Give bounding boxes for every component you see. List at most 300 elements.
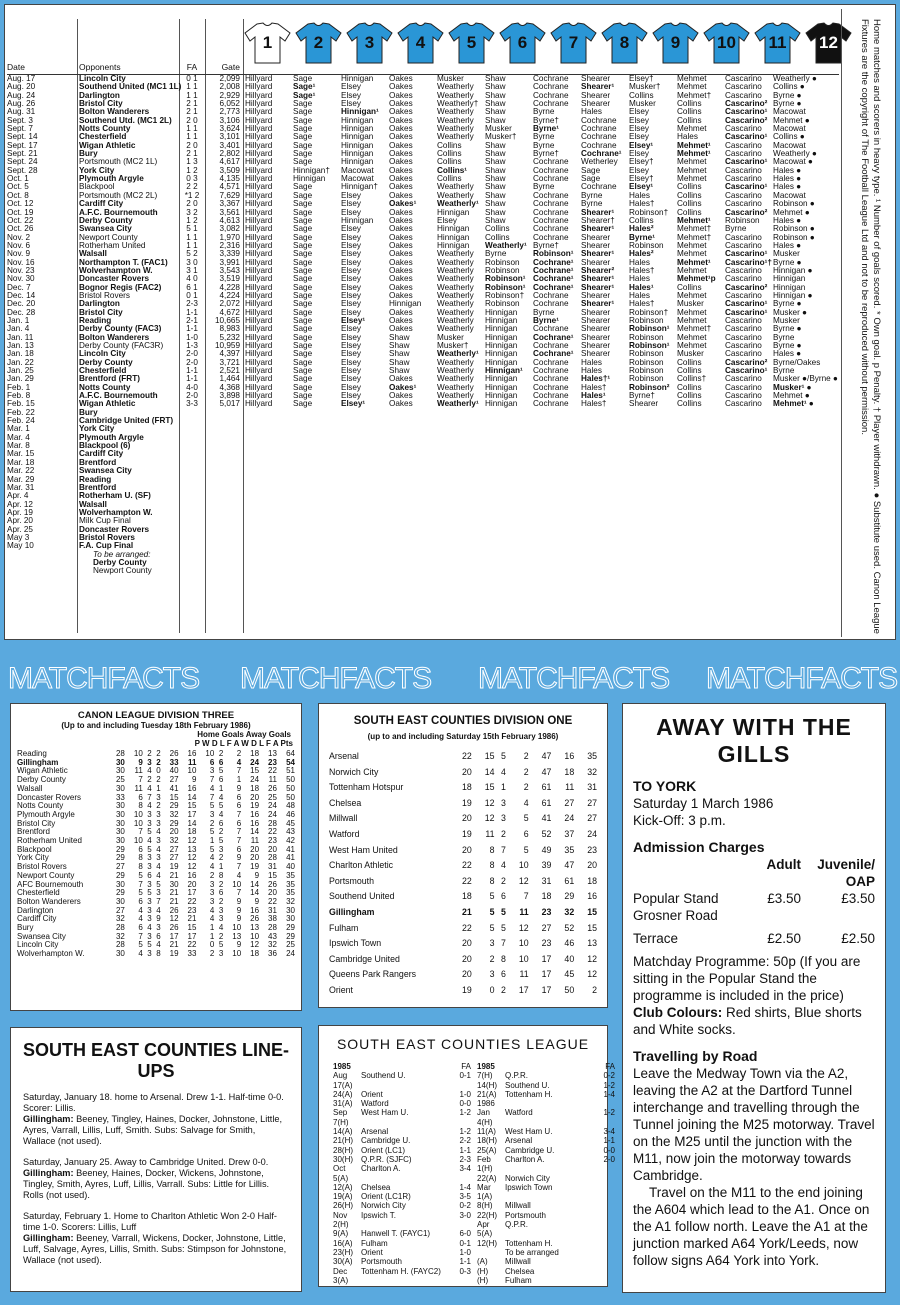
- fixture-line: [477, 1211, 615, 1220]
- stat-cell: 9: [236, 896, 242, 906]
- player-cell: Elsey: [341, 199, 362, 209]
- player-cell: [675, 509, 723, 517]
- fixture-opponent: Hanwell T. (FAYC1): [361, 1229, 431, 1239]
- stat-cell: 5: [523, 844, 529, 855]
- stat-cell: 14: [250, 888, 260, 898]
- player-cell: Weatherly: [437, 90, 474, 100]
- player-cell: [483, 551, 531, 559]
- fixture-gate: [205, 551, 243, 559]
- fixture-opp: Reading: [79, 474, 112, 484]
- players: Beeney, Varrall, Wickens, Docker, Johnstone, Little, Luff, Salvage, Ayres, Lillis, Smith. Subs: Stimpson for Johnstone, Wallace (not used).: [23, 1233, 287, 1265]
- player-cell: Hinnigan: [293, 174, 326, 184]
- player-cell: [627, 526, 675, 534]
- stat-cell: 11: [250, 836, 260, 846]
- player-cell: Shearer¹: [581, 82, 615, 92]
- lineup-paragraph: [23, 1157, 289, 1201]
- stat-cell: 1: [236, 775, 242, 785]
- player-cell: Hillyard: [245, 299, 273, 309]
- player-cell: [771, 567, 819, 575]
- player-cell: Hillyard: [245, 107, 273, 117]
- player-cell: [579, 526, 627, 534]
- player-cell: [243, 467, 291, 475]
- player-cell: [627, 501, 675, 509]
- player-cell: Musker: [437, 332, 464, 342]
- player-cell: Byrne ●: [773, 90, 802, 100]
- stat-cell: 10: [133, 809, 143, 819]
- player-cell: Cochrane: [533, 399, 569, 409]
- team-name: Arsenal: [329, 751, 359, 761]
- player-cell: Hillyard: [245, 391, 273, 401]
- team-name: Doncaster Rovers: [17, 792, 82, 802]
- player-cell: Elsey¹: [341, 399, 366, 409]
- fixture-line: [333, 1239, 471, 1248]
- lineup-paragraph: [23, 1211, 289, 1266]
- player-cell: Hillyard: [245, 82, 273, 92]
- stat-cell: 7: [209, 775, 215, 785]
- price: £2.50: [767, 931, 801, 946]
- stat-cell: 7: [501, 938, 506, 949]
- stat-cell: 2: [209, 870, 215, 880]
- player-cell: [483, 534, 531, 542]
- stat-cell: 4: [209, 905, 215, 915]
- fixture-fa: 3 2: [186, 207, 198, 217]
- player-cell: Weatherly: [437, 315, 474, 325]
- fixture-fa: 2 0: [186, 199, 198, 209]
- player-cell: [291, 501, 339, 509]
- shirt-number: 6: [517, 33, 528, 52]
- stat-cell: 14: [187, 792, 197, 802]
- stat-cell: 10: [518, 953, 529, 964]
- player-cell: Cascarino¹: [725, 132, 768, 142]
- player-cell: [627, 442, 675, 450]
- fixture-date: 26(H): [333, 1201, 354, 1211]
- player-cell: Elsey: [341, 265, 362, 275]
- player-cell: [675, 450, 723, 458]
- player-cell: Weatherly: [437, 124, 474, 134]
- player-cell: Hinnigan†: [341, 182, 378, 192]
- stat-cell: 15: [268, 870, 277, 880]
- fixture-opp: Reading: [79, 315, 112, 325]
- fixture-score: 1-4: [603, 1089, 615, 1099]
- player-cell: [387, 559, 435, 567]
- player-cell: Sage: [293, 366, 313, 376]
- player-cell: Hales²: [629, 249, 654, 259]
- player-cell: Byrne: [533, 107, 555, 117]
- fixture-opp: Plymouth Argyle: [79, 432, 144, 442]
- stat-cell: 3: [489, 938, 495, 949]
- stat-cell: 1: [209, 836, 215, 846]
- stat-cell: 12: [187, 862, 197, 872]
- stat-cell: 2: [218, 931, 224, 941]
- stat-cell: 4: [156, 862, 161, 872]
- fixture-score: 1-2: [603, 1080, 615, 1090]
- player-cell: Sage: [293, 207, 313, 217]
- player-cell: [675, 551, 723, 559]
- stat-cell: 24: [268, 801, 277, 811]
- player-cell: Hillyard: [245, 215, 273, 225]
- player-cell: Elsey: [341, 341, 362, 350]
- fixture-opponent: Portsmouth: [361, 1257, 402, 1267]
- stat-cell: 20: [250, 792, 260, 802]
- fixture-date: (A): [477, 1257, 488, 1267]
- sec-row: [329, 967, 597, 983]
- player-cell: Mehmet: [677, 174, 707, 184]
- player-cell: Byrne ●: [773, 257, 802, 267]
- stat-cell: 32: [286, 896, 295, 906]
- fixture-line: [477, 1136, 615, 1145]
- price: £3.50: [841, 891, 875, 906]
- fixture-date: May 3: [7, 532, 30, 542]
- player-cell: Sage: [293, 124, 313, 134]
- player-cell: Byrne¹: [629, 232, 655, 242]
- player-cell: Hales†: [581, 399, 607, 409]
- team-name: Lincoln City: [17, 940, 59, 950]
- sec-row: [329, 811, 597, 827]
- stat-cell: 9: [236, 905, 242, 915]
- player-cell: Shaw: [485, 157, 506, 167]
- player-cell: Oakes: [389, 190, 413, 200]
- player-cell: Elsey: [341, 391, 362, 401]
- stat-cell: 27: [169, 844, 179, 854]
- player-cell: Sage: [581, 174, 601, 184]
- fixture-fa: 2 1: [186, 149, 198, 159]
- player-cell: [339, 542, 387, 550]
- player-cell: [339, 501, 387, 509]
- player-cell: Elsey: [341, 249, 362, 259]
- stat-cell: 20: [461, 953, 472, 964]
- stat-cell: 27: [587, 797, 597, 808]
- player-cell: Elsey†: [629, 74, 654, 83]
- stat-cell: 16: [250, 905, 260, 915]
- stat-cell: 15: [587, 922, 597, 933]
- fixture-fa: 2 0: [186, 115, 198, 125]
- fixture-opponent: Orient: [361, 1247, 383, 1257]
- player-cell: Cochrane: [533, 82, 569, 92]
- player-cell: [771, 459, 819, 467]
- player-cell: Shearer: [581, 240, 611, 250]
- sec-row: [329, 921, 597, 937]
- stat-cell: 9: [236, 940, 242, 950]
- stat-cell: 8: [218, 870, 224, 880]
- fixture-date: Oct 5(A): [333, 1164, 349, 1183]
- fixture-date: 9(A): [333, 1229, 349, 1239]
- fixture-fa: 2 1: [186, 99, 198, 109]
- player-cell: [579, 509, 627, 517]
- player-cell: [723, 509, 771, 517]
- stat-cell: 4: [218, 792, 224, 802]
- fixture-date: Nov. 2: [7, 232, 31, 242]
- fixture-fa: 2-1: [186, 315, 198, 325]
- stat-cell: 22: [461, 860, 472, 871]
- team-label: Gillingham:: [23, 1168, 74, 1178]
- player-cell: Mehmet: [677, 307, 707, 317]
- player-cell: [771, 450, 819, 458]
- player-cell: [291, 467, 339, 475]
- player-cell: Robinson: [629, 315, 664, 325]
- stat-cell: 30: [115, 757, 125, 767]
- player-cell: Cochrane: [581, 124, 617, 134]
- stat-cell: 3: [156, 836, 161, 846]
- player-cell: Cochrane: [581, 182, 617, 192]
- player-cell: Weatherly: [437, 307, 474, 317]
- stat-cell: 22: [187, 896, 197, 906]
- player-cell: [531, 542, 579, 550]
- player-cell: Collins: [677, 190, 702, 200]
- player-cell: [771, 551, 819, 559]
- fixture-date: Dec. 7: [7, 282, 31, 292]
- player-cell: [339, 534, 387, 542]
- stat-cell: 7: [236, 836, 242, 846]
- player-cell: Sage: [293, 299, 313, 309]
- fixture-opp: Swansea City: [79, 224, 132, 234]
- player-cell: [531, 509, 579, 517]
- fixture-opponent: To be arranged: [505, 1247, 559, 1257]
- player-cell: [579, 542, 627, 550]
- player-cell: Sage: [293, 157, 313, 167]
- player-cell: Weatherly: [437, 374, 474, 384]
- fixture-opponent: Southend U.: [505, 1080, 550, 1090]
- player-cell: [579, 551, 627, 559]
- fixture-opp: Brentford: [79, 482, 117, 492]
- stat-cell: 1: [218, 862, 224, 872]
- fixture-date: Sept. 17: [7, 140, 38, 150]
- stat-cell: 5: [147, 827, 152, 837]
- stat-cell: 27: [169, 853, 179, 863]
- player-cell: [291, 425, 339, 433]
- fixture-score: 0-1: [459, 1238, 471, 1248]
- player-cell: Cochrane: [533, 366, 569, 376]
- player-cell: [435, 434, 483, 442]
- stat-cell: 2: [523, 766, 529, 777]
- player-cell: Cochrane: [533, 391, 569, 401]
- stat-cell: 3: [147, 809, 152, 819]
- fixture-opp: Chesterfield: [79, 366, 127, 376]
- player-cell: Shearer¹: [581, 299, 615, 309]
- fixture-fa: 0 3: [186, 174, 198, 184]
- stat-cell: 4: [501, 766, 506, 777]
- fixture-fa: 1 1: [186, 124, 198, 134]
- stat-cell: 3: [156, 792, 161, 802]
- player-cell: [387, 467, 435, 475]
- stat-cell: 13: [232, 931, 242, 941]
- stat-cell: 21: [169, 870, 179, 880]
- player-cell: Hillyard: [245, 90, 273, 100]
- stat-cell: 29: [169, 818, 179, 828]
- player-cell: Hinnigan: [485, 324, 518, 334]
- stat-cell: 3: [218, 905, 224, 915]
- player-cell: Sage: [293, 391, 313, 401]
- player-cell: [675, 567, 723, 575]
- fixtures-table: [7, 19, 839, 576]
- player-cell: Hillyard: [245, 307, 273, 317]
- fixture-gate: [205, 425, 243, 433]
- stat-cell: 10: [232, 879, 242, 889]
- stat-cell: 2: [156, 749, 161, 758]
- player-cell: Hillyard: [245, 115, 273, 125]
- fixture-date: Aug. 17: [7, 74, 36, 83]
- fixture-opp: Portsmouth (MC2 2L): [79, 190, 158, 200]
- player-cell: Mehmet†: [677, 324, 712, 334]
- stat-cell: 32: [587, 766, 597, 777]
- player-cell: Oakes: [389, 307, 413, 317]
- player-cell: [723, 417, 771, 425]
- player-cell: [531, 484, 579, 492]
- stat-cell: 5: [209, 844, 215, 854]
- player-cell: [771, 467, 819, 475]
- fixture-gate: 3,401: [219, 140, 240, 150]
- team-name: Gillingham: [17, 757, 59, 767]
- player-cell: Weatherly ●: [773, 149, 817, 159]
- stat-cell: 14: [250, 827, 260, 837]
- player-cell: [579, 409, 627, 417]
- sec-row: [329, 983, 597, 999]
- player-cell: Shaw: [389, 366, 410, 376]
- fixture-date: Jan. 11: [7, 332, 34, 342]
- player-cell: Shearer²: [581, 265, 615, 275]
- fixture-row: [7, 125, 839, 133]
- fixture-row: [7, 242, 839, 250]
- fixture-date: Nov. 16: [7, 257, 35, 267]
- stat-cell: 10: [232, 923, 242, 933]
- player-cell: Musker¹ ●: [773, 382, 812, 392]
- fixture-row: [7, 375, 839, 383]
- player-cell: [579, 459, 627, 467]
- player-cell: [387, 476, 435, 484]
- fixture-date: Aug. 20: [7, 82, 36, 92]
- shirt-number: 8: [619, 33, 630, 52]
- fixture-date: Jan. 18: [7, 349, 34, 359]
- stat-cell: 35: [286, 870, 295, 880]
- player-cell: Shearer: [581, 324, 611, 334]
- stat-cell: 7: [209, 792, 215, 802]
- fixture-date: Oct. 8: [7, 190, 29, 200]
- player-cell: Oakes: [389, 74, 413, 83]
- player-cell: Hinnigan: [341, 215, 374, 225]
- player-cell: Hillyard: [245, 257, 273, 267]
- stat-cell: 23: [541, 906, 552, 917]
- fixture-opponent: Chelsea: [505, 1266, 535, 1276]
- player-cell: Hillyard: [245, 324, 273, 334]
- player-cell: [675, 417, 723, 425]
- player-cell: Sage: [293, 324, 313, 334]
- player-cell: [531, 417, 579, 425]
- player-cell: Cochrane: [533, 299, 569, 309]
- fixture-gate: 2,929: [219, 90, 240, 100]
- stat-cell: 19: [250, 862, 260, 872]
- fixture-opp: Northampton T. (FAC1): [79, 257, 168, 267]
- stat-cell: 24: [250, 757, 260, 767]
- stat-cell: 32: [169, 809, 179, 819]
- player-cell: Cascarino: [725, 74, 762, 83]
- player-cell: [723, 526, 771, 534]
- player-cell: Elsey: [341, 290, 362, 300]
- fixture-opponent: Charlton A.: [361, 1164, 401, 1174]
- player-cell: Shaw: [389, 349, 410, 359]
- stat-cell: 6: [236, 801, 242, 811]
- fixture-row: [7, 450, 839, 458]
- fixture-gate: [205, 501, 243, 509]
- team-name: Walsall: [17, 783, 43, 793]
- fixture-row: [7, 342, 839, 350]
- juvenile-header: Juvenile/ OAP: [817, 857, 875, 889]
- stat-cell: 6: [138, 792, 143, 802]
- fixture-gate: 3,624: [219, 124, 240, 134]
- player-cell: Robinson¹: [629, 341, 670, 350]
- player-cell: Byrne: [581, 199, 603, 209]
- player-cell: Collins ●: [773, 82, 805, 92]
- fixture-opponent: Cambridge U.: [361, 1136, 411, 1146]
- fixture-date: Nov. 23: [7, 265, 35, 275]
- stat-cell: 30: [115, 818, 125, 828]
- fixture-line: [477, 1071, 615, 1080]
- player-cell: Byrne: [533, 307, 555, 317]
- stat-cell: 19: [461, 984, 472, 995]
- fixture-opp: Bognor Regis (FAC2): [79, 282, 162, 292]
- fixture-opp: A.F.C. Bournemouth: [79, 391, 158, 401]
- player-cell: Hinnigan†: [293, 165, 330, 175]
- fixture-date: Oct. 5: [7, 182, 29, 192]
- player-cell: Byrne: [581, 190, 603, 200]
- fixture-score: 1-0: [459, 1247, 471, 1257]
- stat-cell: 6: [147, 870, 152, 880]
- fixture-opp: Brentford (FRT): [79, 374, 140, 384]
- player-cell: Collins: [677, 107, 702, 117]
- player-cell: Byrne: [533, 140, 555, 150]
- stat-cell: 4: [218, 923, 224, 933]
- player-cell: [339, 425, 387, 433]
- fixture-fa: 5 2: [186, 249, 198, 259]
- player-cell: Hinnigan: [437, 232, 470, 242]
- team-name: Rotherham United: [17, 836, 82, 846]
- player-cell: Collins: [437, 157, 462, 167]
- player-cell: Hillyard: [245, 124, 273, 134]
- player-cell: Sage: [293, 341, 313, 350]
- player-cell: Sage: [581, 165, 601, 175]
- fixture-fa: [179, 526, 205, 534]
- fixture-opp: Cardiff City: [79, 199, 124, 209]
- stat-cell: 1: [156, 783, 161, 793]
- fixture-line: [333, 1211, 471, 1230]
- player-cell: [243, 542, 291, 550]
- player-cell: [243, 509, 291, 517]
- stat-cell: 5: [501, 906, 506, 917]
- player-cell: Hillyard: [245, 190, 273, 200]
- fixture-fa: [179, 534, 205, 542]
- player-cell: Hales¹: [581, 391, 606, 401]
- header-date: Date: [7, 61, 25, 72]
- fixture-fa: [179, 442, 205, 450]
- shirt-number: 5: [466, 33, 477, 52]
- stat-cell: 28: [268, 818, 277, 828]
- player-cell: Sage: [293, 315, 313, 325]
- stat-cell: 4: [209, 862, 215, 872]
- player-cell: Collins: [629, 215, 654, 225]
- fixture-row: [7, 567, 839, 575]
- team-name: Newport County: [17, 870, 75, 880]
- stat-cell: 12: [484, 797, 495, 808]
- player-cell: Musker ●/Byrne ●: [773, 374, 838, 384]
- player-cell: [387, 551, 435, 559]
- fixture-line: [477, 1239, 615, 1248]
- player-cell: Byrne: [773, 366, 795, 376]
- player-cell: Mehmet: [677, 82, 707, 92]
- stat-cell: 3: [209, 809, 215, 819]
- stat-cell: 12: [187, 853, 197, 863]
- player-cell: Cochrane: [533, 341, 569, 350]
- stat-cell: 21: [187, 914, 197, 924]
- player-cell: [435, 476, 483, 484]
- fixture-gate: 3,101: [219, 132, 240, 142]
